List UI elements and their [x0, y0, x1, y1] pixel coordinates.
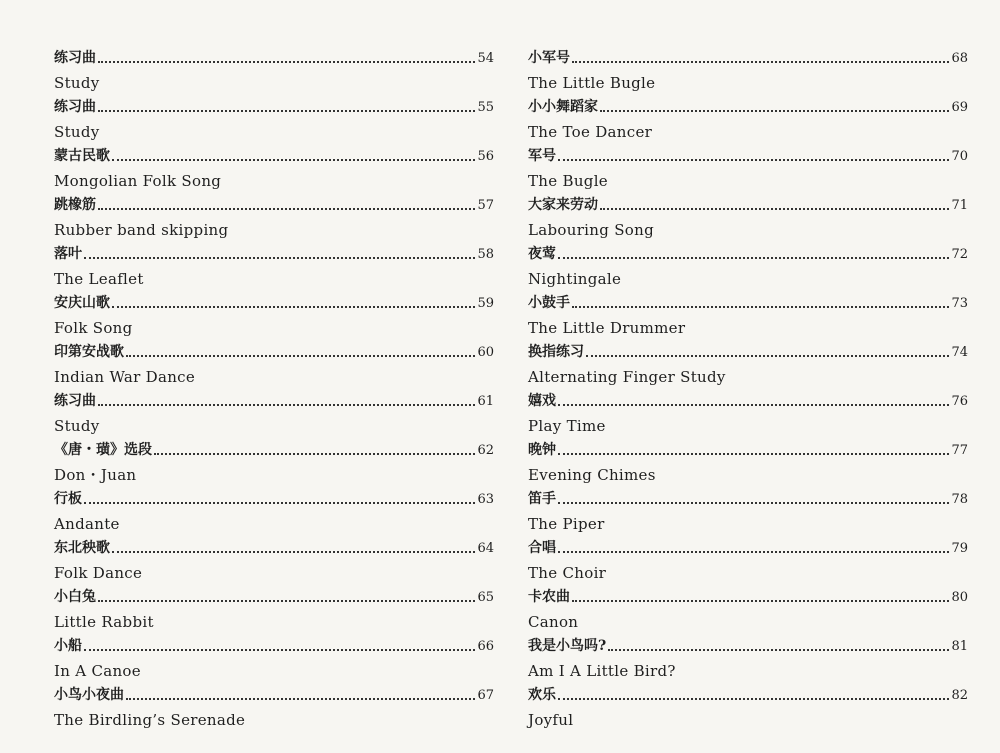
toc-entry: [528, 634, 968, 683]
english-title: Evening Chimes: [528, 466, 656, 484]
english-title: Nightingale: [528, 270, 622, 288]
toc-chinese-line: [54, 193, 494, 218]
dot-leader: [112, 551, 475, 553]
dot-leader: [558, 453, 949, 455]
toc-chinese-line: [528, 193, 968, 218]
english-title: In A Canoe: [54, 662, 141, 680]
toc-entry: [54, 585, 494, 634]
chinese-title: 小白兔: [54, 589, 96, 605]
page-number: 76: [951, 394, 968, 409]
toc-entry: [54, 536, 494, 585]
chinese-title: 小小舞蹈家: [528, 99, 598, 115]
dot-leader: [558, 502, 949, 504]
dot-leader: [608, 649, 949, 651]
toc-chinese-line: [528, 144, 968, 169]
english-title: The Little Drummer: [528, 319, 686, 337]
dot-leader: [84, 502, 475, 504]
page-number: 64: [477, 541, 494, 556]
toc-chinese-line: [54, 634, 494, 659]
dot-leader: [558, 159, 949, 161]
toc-chinese-line: [528, 536, 968, 561]
dot-leader: [98, 404, 475, 406]
page-number: 73: [951, 296, 968, 311]
chinese-title: 安庆山歌: [54, 295, 110, 311]
toc-chinese-line: [54, 683, 494, 708]
page-number: 56: [477, 149, 494, 164]
page-number: 80: [951, 590, 968, 605]
toc-entry: [528, 242, 968, 291]
toc-entry: [54, 291, 494, 340]
page-number: 77: [951, 443, 968, 458]
dot-leader: [126, 355, 475, 357]
page-number: 72: [951, 247, 968, 262]
english-title: The Bugle: [528, 172, 608, 190]
toc-chinese-line: [528, 634, 968, 659]
english-title: Rubber band skipping: [54, 221, 229, 239]
toc-entry: [528, 193, 968, 242]
toc-column-right: [528, 46, 968, 732]
page-number: 71: [951, 198, 968, 213]
dot-leader: [126, 698, 475, 700]
dot-leader: [558, 404, 949, 406]
chinese-title: 东北秧歌: [54, 540, 110, 556]
english-title: Don・Juan: [54, 466, 137, 484]
page-number: 66: [477, 639, 494, 654]
chinese-title: 练习曲: [54, 393, 96, 409]
toc-chinese-line: [54, 585, 494, 610]
page-number: 65: [477, 590, 494, 605]
toc-entry: [528, 536, 968, 585]
toc-entry: [528, 683, 968, 732]
dot-leader: [558, 698, 949, 700]
chinese-title: 《唐・璜》选段: [54, 442, 152, 458]
toc-chinese-line: [54, 536, 494, 561]
chinese-title: 笛手: [528, 491, 556, 507]
page-number: 60: [477, 345, 494, 360]
english-title: Study: [54, 74, 100, 92]
dot-leader: [84, 649, 475, 651]
toc-chinese-line: [54, 46, 494, 71]
page-number: 54: [477, 51, 494, 66]
dot-leader: [98, 61, 475, 63]
chinese-title: 练习曲: [54, 50, 96, 66]
page-number: 57: [477, 198, 494, 213]
dot-leader: [98, 600, 475, 602]
toc-entry: [528, 389, 968, 438]
toc-column-left: [54, 46, 494, 732]
page-number: 59: [477, 296, 494, 311]
chinese-title: 卡农曲: [528, 589, 570, 605]
toc-chinese-line: [54, 438, 494, 463]
page-number: 70: [951, 149, 968, 164]
page-number: 63: [477, 492, 494, 507]
dot-leader: [572, 61, 949, 63]
english-title: Alternating Finger Study: [528, 368, 726, 386]
toc-entry: [528, 487, 968, 536]
dot-leader: [112, 159, 475, 161]
chinese-title: 合唱: [528, 540, 556, 556]
toc-entry: [54, 389, 494, 438]
chinese-title: 换指练习: [528, 344, 584, 360]
english-title: The Piper: [528, 515, 605, 533]
page-number: 74: [951, 345, 968, 360]
english-title: Study: [54, 123, 100, 141]
dot-leader: [600, 208, 949, 210]
chinese-title: 小鸟小夜曲: [54, 687, 124, 703]
page-number: 58: [477, 247, 494, 262]
chinese-title: 跳橡筋: [54, 197, 96, 213]
dot-leader: [84, 257, 475, 259]
english-title: Little Rabbit: [54, 613, 154, 631]
toc-chinese-line: [54, 242, 494, 267]
dot-leader: [600, 110, 949, 112]
english-title: Andante: [54, 515, 120, 533]
chinese-title: 练习曲: [54, 99, 96, 115]
english-title: Mongolian Folk Song: [54, 172, 222, 190]
toc-entry: [54, 340, 494, 389]
page-number: 67: [477, 688, 494, 703]
toc-chinese-line: [54, 291, 494, 316]
toc-chinese-line: [54, 487, 494, 512]
english-title: Indian War Dance: [54, 368, 196, 386]
chinese-title: 军号: [528, 148, 556, 164]
toc-entry: [528, 46, 968, 95]
page-number: 55: [477, 100, 494, 115]
chinese-title: 行板: [54, 491, 82, 507]
toc-entry: [54, 438, 494, 487]
chinese-title: 我是小鸟吗?: [528, 638, 607, 654]
toc-entry: [528, 438, 968, 487]
english-title: Joyful: [528, 711, 574, 729]
toc-chinese-line: [54, 340, 494, 365]
page-number: 62: [477, 443, 494, 458]
chinese-title: 大家来劳动: [528, 197, 598, 213]
dot-leader: [572, 306, 949, 308]
toc-entry: [528, 291, 968, 340]
chinese-title: 蒙古民歌: [54, 148, 110, 164]
dot-leader: [558, 257, 949, 259]
page-number: 82: [951, 688, 968, 703]
toc-chinese-line: [528, 291, 968, 316]
english-title: The Leaflet: [54, 270, 144, 288]
toc-entry: [54, 487, 494, 536]
toc-chinese-line: [528, 389, 968, 414]
toc-chinese-line: [54, 389, 494, 414]
toc-chinese-line: [528, 683, 968, 708]
toc-entry: [54, 634, 494, 683]
toc-entry: [528, 95, 968, 144]
english-title: Folk Song: [54, 319, 133, 337]
toc-entry: [528, 144, 968, 193]
toc-chinese-line: [528, 95, 968, 120]
toc-entry: [528, 585, 968, 634]
english-title: The Little Bugle: [528, 74, 656, 92]
chinese-title: 小军号: [528, 50, 570, 66]
english-title: Play Time: [528, 417, 606, 435]
dot-leader: [98, 110, 475, 112]
english-title: Labouring Song: [528, 221, 654, 239]
toc-entry: [54, 46, 494, 95]
chinese-title: 夜莺: [528, 246, 556, 262]
english-title: The Choir: [528, 564, 607, 582]
toc-chinese-line: [528, 242, 968, 267]
page-number: 68: [951, 51, 968, 66]
page-number: 78: [951, 492, 968, 507]
dot-leader: [112, 306, 475, 308]
toc-entry: [54, 95, 494, 144]
chinese-title: 小船: [54, 638, 82, 654]
toc-chinese-line: [528, 487, 968, 512]
toc-entry: [54, 242, 494, 291]
english-title: Folk Dance: [54, 564, 143, 582]
toc-entry: [528, 340, 968, 389]
dot-leader: [572, 600, 949, 602]
chinese-title: 晚钟: [528, 442, 556, 458]
page-number: 81: [951, 639, 968, 654]
page-number: 61: [477, 394, 494, 409]
chinese-title: 印第安战歌: [54, 344, 124, 360]
toc-chinese-line: [528, 585, 968, 610]
chinese-title: 嬉戏: [528, 393, 556, 409]
toc-chinese-line: [54, 95, 494, 120]
page-number: 79: [951, 541, 968, 556]
toc-entry: [54, 683, 494, 732]
chinese-title: 欢乐: [528, 687, 556, 703]
dot-leader: [586, 355, 949, 357]
page-number: 69: [951, 100, 968, 115]
toc-entry: [54, 144, 494, 193]
english-title: Am I A Little Bird?: [528, 662, 676, 680]
english-title: Canon: [528, 613, 579, 631]
english-title: The Birdling’s Serenade: [54, 711, 246, 729]
english-title: The Toe Dancer: [528, 123, 653, 141]
chinese-title: 落叶: [54, 246, 82, 262]
dot-leader: [154, 453, 475, 455]
toc-entry: [54, 193, 494, 242]
chinese-title: 小鼓手: [528, 295, 570, 311]
english-title: Study: [54, 417, 100, 435]
toc-chinese-line: [528, 340, 968, 365]
toc-chinese-line: [54, 144, 494, 169]
dot-leader: [98, 208, 475, 210]
dot-leader: [558, 551, 949, 553]
toc-chinese-line: [528, 46, 968, 71]
toc-chinese-line: [528, 438, 968, 463]
